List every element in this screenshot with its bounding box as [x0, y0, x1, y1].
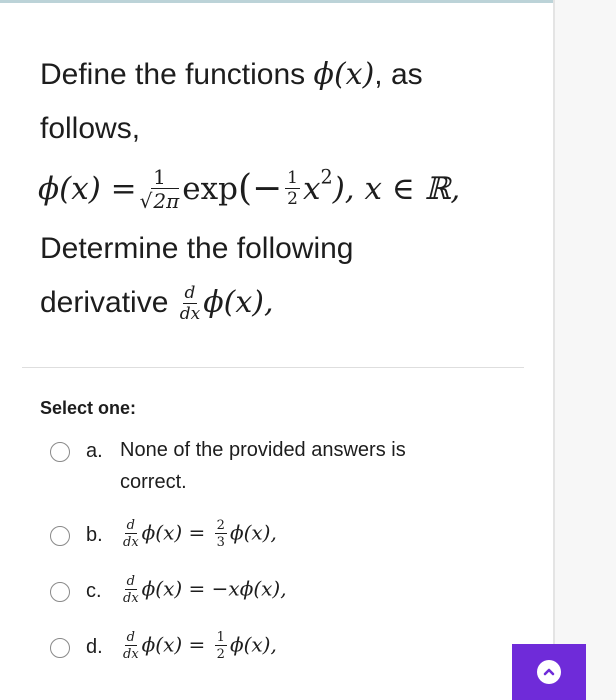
derivative-phi: ϕ(x),: [203, 285, 274, 320]
derivative-word: derivative: [40, 286, 169, 319]
x-squared: [303, 162, 333, 216]
option-letter-a: a.: [86, 440, 103, 462]
option-c-rhs: −xϕ(x),: [211, 576, 287, 601]
formula-lhs: ϕ(x) =: [38, 171, 137, 207]
option-d-math[interactable]: [120, 631, 277, 661]
question-as: , as: [374, 58, 423, 91]
phi-of-x: ϕ(x): [313, 57, 375, 92]
radio-d[interactable]: [50, 638, 70, 658]
fraction-numerator: 1: [153, 165, 166, 189]
fraction-denominator: [140, 189, 180, 211]
option-b-d: d: [126, 518, 135, 533]
scroll-to-top-button[interactable]: [512, 644, 586, 700]
select-one-label: Select one:: [40, 398, 137, 418]
option-b-coef-num: 2: [216, 518, 225, 533]
half-numerator: 1: [287, 168, 298, 188]
option-c[interactable]: [50, 574, 287, 606]
derivative-operator: [180, 285, 200, 323]
option-d-lhs: ϕ(x) =: [141, 632, 206, 657]
question-line-4: [40, 276, 610, 330]
option-letter-c: c.: [86, 580, 102, 602]
option-a[interactable]: [50, 440, 460, 498]
option-d[interactable]: [50, 630, 277, 662]
option-c-math[interactable]: [120, 575, 287, 605]
definition-formula: [38, 156, 610, 222]
option-d-rhs: ϕ(x),: [229, 632, 277, 657]
formula-domain: ), x ∈ ℝ,: [332, 171, 461, 207]
option-c-lhs: ϕ(x) =: [141, 576, 206, 601]
exp-open-paren: (−: [237, 168, 283, 209]
option-c-derivative: [123, 575, 139, 605]
option-b-coefficient: [215, 519, 227, 549]
derivative-d: d: [184, 283, 196, 304]
option-b-dx: dx: [123, 535, 139, 550]
question-text: [40, 48, 610, 330]
option-d-dx: dx: [123, 647, 139, 662]
option-letter-b: b.: [86, 524, 103, 546]
question-line-2: follows,: [40, 112, 141, 145]
question-line-3: Determine the following: [40, 232, 354, 265]
radio-a[interactable]: [50, 442, 70, 462]
option-b-rhs: ϕ(x),: [229, 520, 277, 545]
option-d-coef-num: 1: [216, 630, 225, 645]
option-d-coefficient: [215, 631, 227, 661]
sqrt-icon: √: [139, 189, 153, 213]
normalizing-fraction: [140, 167, 180, 211]
option-b[interactable]: [50, 518, 277, 550]
section-divider: [22, 367, 524, 368]
radio-c[interactable]: [50, 582, 70, 602]
question-intro: Define the functions: [40, 58, 306, 91]
exponent-two: 2: [320, 165, 333, 189]
derivative-dx: dx: [179, 304, 201, 325]
option-letter-d: d.: [86, 636, 103, 658]
chevron-up-icon: [537, 660, 561, 684]
option-d-d: d: [126, 630, 135, 645]
radio-b[interactable]: [50, 526, 70, 546]
half-fraction: [285, 170, 300, 208]
exp-function: exp: [182, 171, 238, 207]
option-b-derivative: [123, 519, 139, 549]
question-line-1: [40, 48, 610, 102]
top-accent-bar: [0, 0, 553, 3]
option-b-math[interactable]: [120, 519, 277, 549]
option-c-d: d: [126, 574, 135, 589]
option-c-dx: dx: [123, 591, 139, 606]
x-variable: x: [303, 171, 321, 207]
option-a-text[interactable]: None of the provided answers is correct.: [120, 439, 406, 493]
option-d-derivative: [123, 631, 139, 661]
sqrt-radicand: 2π: [153, 189, 180, 213]
half-denominator: 2: [287, 189, 298, 209]
option-b-lhs: ϕ(x) =: [141, 520, 206, 545]
option-d-coef-den: 2: [216, 647, 225, 662]
option-b-coef-den: 3: [216, 535, 225, 550]
